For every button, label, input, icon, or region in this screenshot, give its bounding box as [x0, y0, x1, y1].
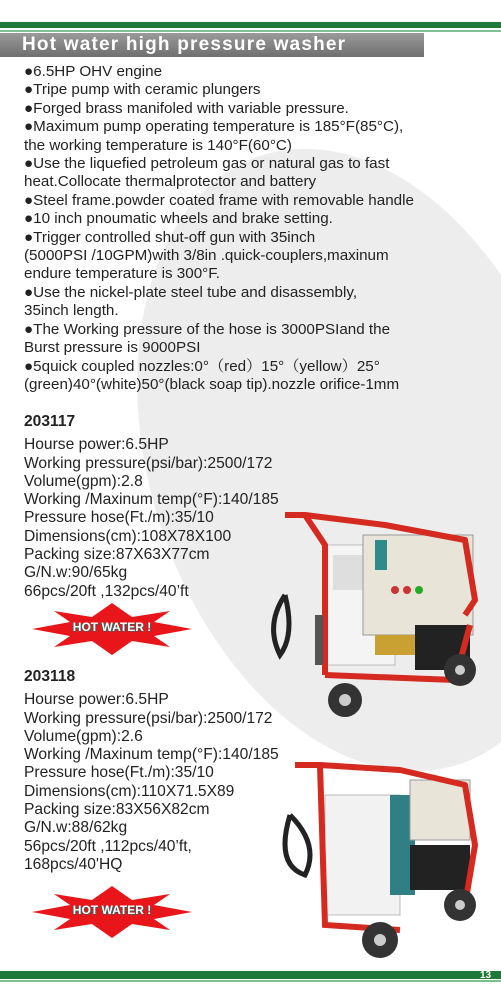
title-banner — [0, 33, 424, 57]
page-number: 13 — [480, 970, 492, 981]
spec-line: Pressure hose(Ft./m):35/10 — [24, 509, 214, 527]
bottom-green-bar — [0, 971, 501, 979]
spec-line: Pressure hose(Ft./m):35/10 — [24, 764, 214, 782]
spec-line: Hourse power:6.5HP — [24, 691, 169, 709]
model-number: 203117 — [24, 413, 76, 430]
spec-line: 168pcs/40'HQ — [24, 855, 123, 873]
feature-item: ●Use the liquefied petroleum gas or natural gas to fast heat.Collocate thermalprotector and battery — [24, 155, 390, 191]
pressure-washer-image-2 — [280, 755, 485, 967]
spec-line: G/N.w:88/62kg — [24, 819, 128, 837]
page-title: Hot water high pressure washer — [22, 34, 347, 55]
hot-water-badge — [32, 886, 192, 938]
spec-line: Dimensions(cm):108X78X100 — [24, 527, 232, 545]
feature-item: ●Trigger controlled shut-off gun with 35inch (5000PSI /10GPM)with 3/8in .quick-couplers,maxinum endure temperature is 300°F. — [24, 228, 389, 283]
feature-item: ●Use the nickel-plate steel tube and disassembly, 35inch length. — [24, 283, 358, 320]
spec-line: Volume(gpm):2.6 — [24, 727, 143, 745]
spec-line: Dimensions(cm):110X71.5X89 — [24, 782, 235, 800]
top-green-stripe — [0, 30, 501, 32]
spec-line: G/N.w:90/65kg — [24, 564, 128, 582]
spec-line: Working pressure(psi/bar):2500/172 — [24, 454, 273, 472]
feature-item: ●10 inch pnoumatic wheels and brake setting. — [24, 210, 333, 228]
spec-line: Working pressure(psi/bar):2500/172 — [24, 709, 273, 727]
spec-line: 56pcs/20ft ,112pcs/40’ft, — [24, 837, 192, 855]
spec-line: Hourse power:6.5HP — [24, 436, 169, 454]
badge-label: HOT WATER ! — [72, 620, 152, 634]
feature-item: ●Maximum pump operating temperature is 185°F(85°C), the working temperature is 140°F(60°C) — [24, 118, 404, 154]
badge-label: HOT WATER ! — [72, 903, 152, 917]
feature-item: ●The Working pressure of the hose is 3000PSIand the Burst pressure is 9000PSI — [24, 320, 391, 357]
top-green-bar — [0, 22, 501, 28]
spec-line: 66pcs/20ft ,132pcs/40’ft — [24, 582, 189, 600]
spec-line: Working /Maxinum temp(°F):140/185 — [24, 746, 279, 764]
feature-item: ●6.5HP OHV engine — [24, 63, 163, 80]
feature-item: ●5quick coupled nozzles:0°（red）15°（yellow）25° (green)40°(white)50°(black soap tip).nozzle orifice-1mm — [24, 357, 400, 393]
spec-line: Packing size:83X56X82cm — [24, 801, 210, 819]
bottom-green-stripe — [0, 980, 501, 982]
feature-list — [24, 63, 494, 394]
feature-item: ●Forged brass manifoled with variable pressure. — [24, 99, 349, 117]
hot-water-badge — [32, 603, 192, 655]
spec-line: Packing size:87X63X77cm — [24, 546, 210, 564]
feature-item: ●Tripe pump with ceramic plungers — [24, 81, 261, 99]
model-number: 203118 — [24, 668, 76, 685]
spec-line: Working /Maxinum temp(°F):140/185 — [24, 491, 279, 509]
spec-line: Volume(gpm):2.8 — [24, 472, 143, 490]
feature-item: ●Steel frame.powder coated frame with removable handle — [24, 191, 414, 209]
